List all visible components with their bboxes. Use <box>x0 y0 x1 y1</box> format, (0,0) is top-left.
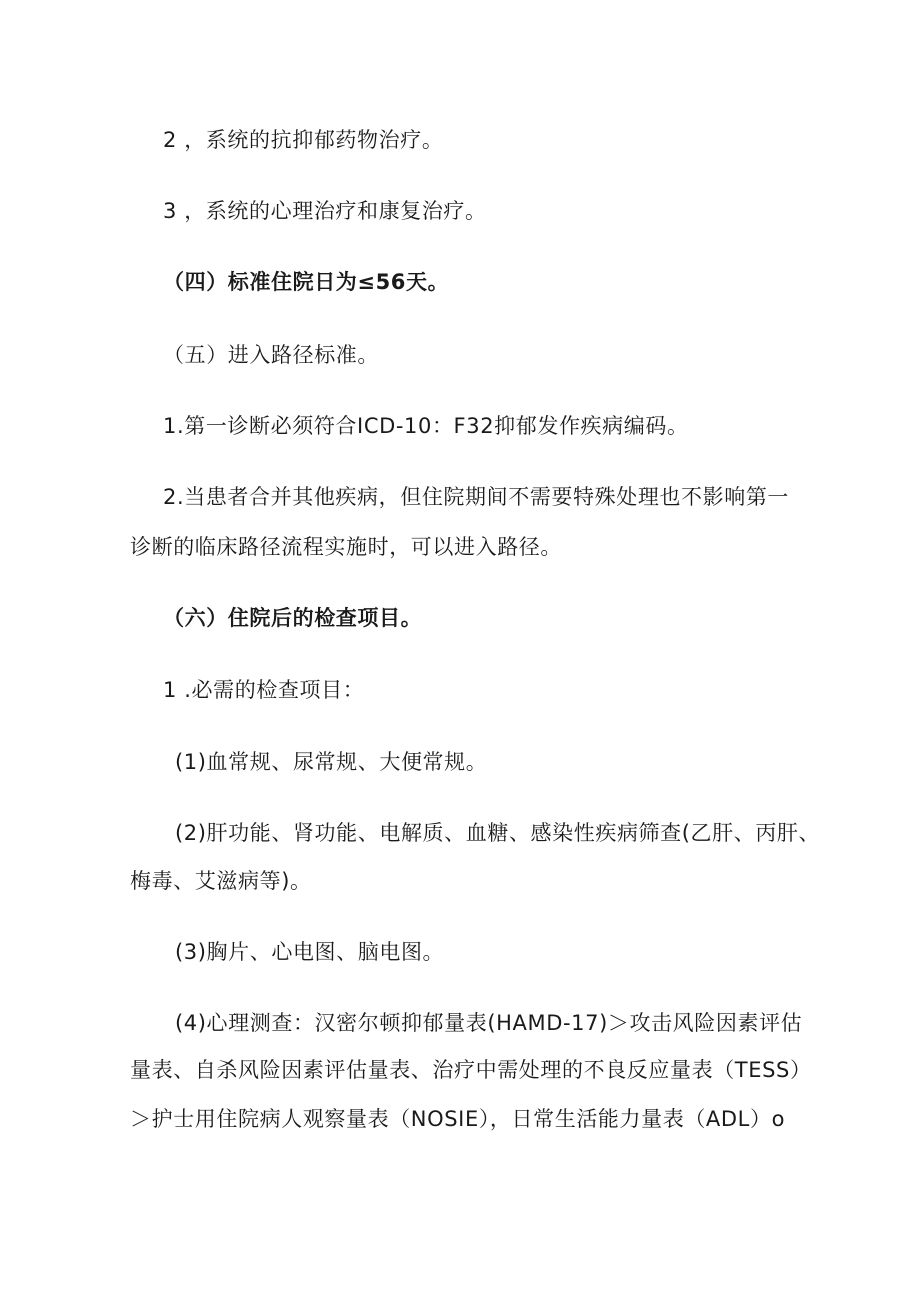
exam-item-2-line-2: 梅毒、艾滋病等)。 <box>130 869 312 893</box>
exam-item-4-line-2: 量表、自杀风险因素评估量表、治疗中需处理的不良反应量表（TESS） <box>130 1058 812 1082</box>
entry-criterion-2-line-1: 2.当患者合并其他疾病，但住院期间不需要特殊处理也不影响第一 <box>163 485 790 509</box>
section-heading-4: （四）标准住院日为≤56天。 <box>163 270 450 294</box>
exam-item-4-line-1: (4)心理测查：汉密尔顿抑郁量表(HAMD-17)＞攻击风险因素评估 <box>175 1011 803 1035</box>
paragraph-item-3: 3 ，系统的心理治疗和康复治疗。 <box>163 199 487 223</box>
exam-item-1: (1)血常规、尿常规、大便常规。 <box>175 750 488 774</box>
exam-item-2-line-1: (2)肝功能、肾功能、电解质、血糖、感染性疾病筛查(乙肝、丙肝、 <box>175 821 821 845</box>
entry-criterion-2-line-2: 诊断的临床路径流程实施时，可以进入路径。 <box>130 535 562 559</box>
section-heading-5: （五）进入路径标准。 <box>163 343 379 367</box>
paragraph-item-2: 2 ，系统的抗抑郁药物治疗。 <box>163 128 444 152</box>
exam-item-3: (3)胸片、心电图、脑电图。 <box>175 940 445 964</box>
entry-criterion-1: 1.第一诊断必须符合ICD-10：F32抑郁发作疾病编码。 <box>163 414 689 438</box>
section-heading-6: （六）住院后的检查项目。 <box>163 606 423 630</box>
required-exams-heading: 1 .必需的检查项目： <box>163 678 365 702</box>
exam-item-4-line-3: ＞护士用住院病人观察量表（NOSIE），日常生活能力量表（ADL）o <box>130 1107 786 1131</box>
